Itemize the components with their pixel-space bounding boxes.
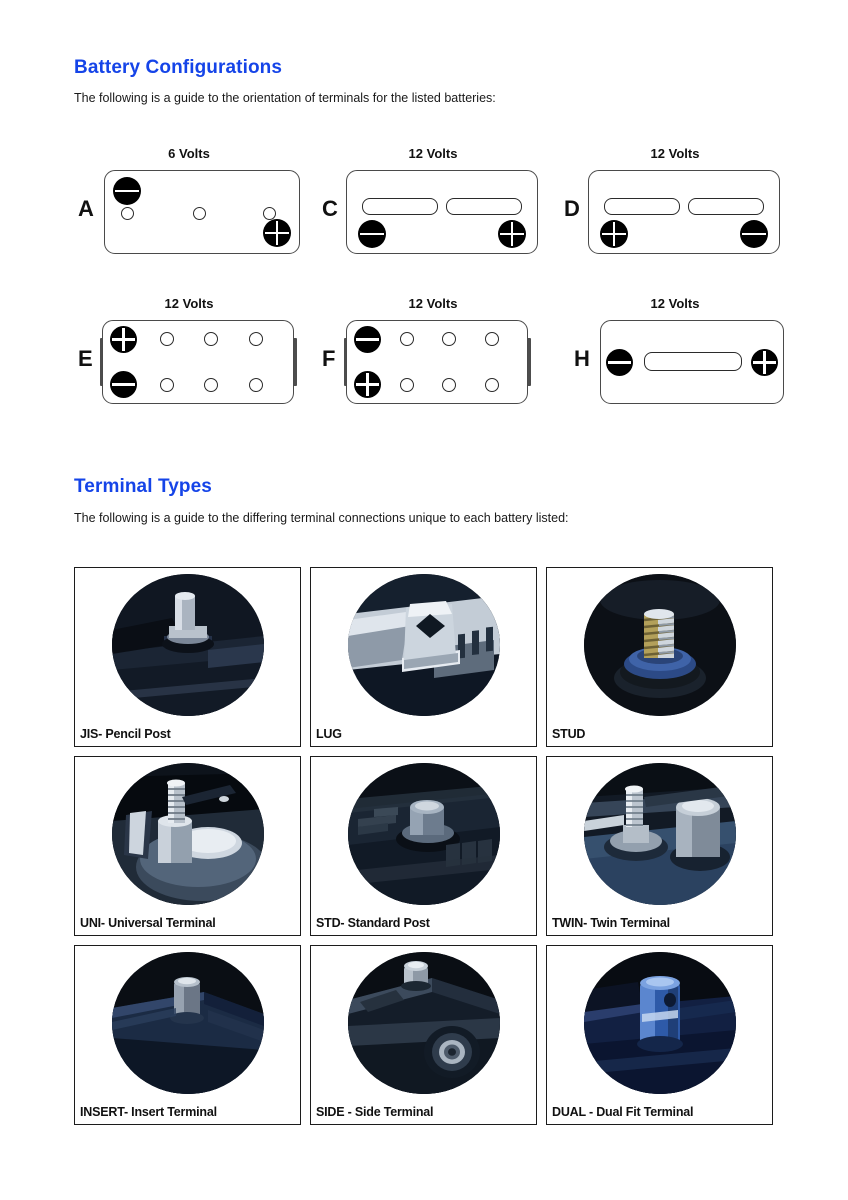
battery-h-letter: H [574,346,590,371]
stud-photo [584,574,736,716]
jis-pencil-post-photo [112,574,264,716]
terminal-type-cell-stud [546,567,773,747]
std-standard-post-illustration [348,763,500,905]
battery-d-volts: 12 Volts [650,146,700,161]
battery-f-vent-hole [485,378,499,392]
terminal-types-title: Terminal Types [74,476,212,497]
insert-terminal-photo [112,952,264,1094]
battery-e-vent-hole [204,378,218,392]
terminal-type-label: SIDE - Side Terminal [316,1105,434,1119]
terminal-type-label: DUAL - Dual Fit Terminal [552,1105,694,1119]
battery-diagram-a [74,146,304,266]
terminal-types-row [74,567,774,747]
battery-f-letter: F [322,346,336,371]
battery-diagram-f [318,296,548,416]
battery-diagram-c [318,146,548,266]
battery-e-vent-hole [204,332,218,346]
battery-f-terminal-positive [354,371,381,398]
battery-f-vent-hole [400,332,414,346]
terminal-types-grid [74,567,774,1134]
terminal-type-label: JIS- Pencil Post [80,727,171,741]
twin-terminal-photo [584,763,736,905]
terminal-type-label: TWIN- Twin Terminal [552,916,670,930]
battery-d-vent-slot [604,198,680,215]
battery-e-vent-hole [160,332,174,346]
battery-h-terminal-negative [606,349,633,376]
battery-e-terminal-negative [110,371,137,398]
battery-f-vent-hole [442,378,456,392]
battery-c-terminal-positive [498,220,526,248]
battery-d-case [588,170,780,254]
battery-e-terminal-positive [110,326,137,353]
battery-d-terminal-positive [600,220,628,248]
side-terminal-photo [348,952,500,1094]
dual-fit-terminal-photo [584,952,736,1094]
battery-f-vent-hole [485,332,499,346]
terminal-type-cell-std [310,756,537,936]
battery-a-vent-hole [193,207,206,220]
terminal-type-cell-insert [74,945,301,1125]
battery-c-vent-slot [362,198,438,215]
battery-h-case [600,320,784,404]
battery-e-volts: 12 Volts [164,296,214,311]
battery-c-volts: 12 Volts [408,146,458,161]
battery-f-volts: 12 Volts [408,296,458,311]
battery-a-case [104,170,300,254]
battery-e-vent-hole [249,332,263,346]
terminal-type-label: STD- Standard Post [316,916,430,930]
battery-diagram-e [74,296,304,416]
battery-a-volts: 6 Volts [168,146,210,161]
terminal-types-subtitle: The following is a guide to the differing terminal connections unique to each battery listed: [74,511,569,525]
terminal-type-cell-uni [74,756,301,936]
battery-e-letter: E [78,346,93,371]
terminal-type-label: LUG [316,727,342,741]
terminal-type-cell-twin [546,756,773,936]
battery-e-vent-hole [249,378,263,392]
battery-d-terminal-negative [740,220,768,248]
battery-d-vent-slot [688,198,764,215]
battery-c-vent-slot [446,198,522,215]
battery-a-vent-hole [121,207,134,220]
battery-c-case [346,170,538,254]
battery-a-terminal-negative [113,177,141,205]
battery-f-vent-hole [442,332,456,346]
terminal-type-cell-dual [546,945,773,1125]
battery-a-vent-hole [263,207,276,220]
uni-universal-terminal-photo [112,763,264,905]
terminal-type-cell-lug [310,567,537,747]
battery-c-letter: C [322,196,338,221]
battery-f-terminal-negative [354,326,381,353]
terminal-type-label: UNI- Universal Terminal [80,916,216,930]
side-terminal-illustration [348,952,500,1094]
battery-h-terminal-positive [751,349,778,376]
battery-e-case [102,320,294,404]
battery-h-volts: 12 Volts [650,296,700,311]
terminal-types-row [74,756,774,936]
stud-illustration [584,574,736,716]
battery-a-letter: A [78,196,94,221]
terminal-type-cell-jis [74,567,301,747]
battery-f-case [346,320,528,404]
battery-h-vent-slot [644,352,742,371]
battery-d-letter: D [564,196,580,221]
lug-photo [348,574,500,716]
terminal-type-cell-side [310,945,537,1125]
battery-a-terminal-positive [263,219,291,247]
battery-f-vent-hole [400,378,414,392]
battery-diagram-d [560,146,790,266]
std-standard-post-photo [348,763,500,905]
uni-universal-terminal-illustration [112,763,264,905]
twin-terminal-illustration [584,763,736,905]
lug-illustration [348,574,500,716]
jis-pencil-post-illustration [112,574,264,716]
dual-fit-terminal-illustration [584,952,736,1094]
terminal-type-label: STUD [552,727,586,741]
battery-e-vent-hole [160,378,174,392]
terminal-type-label: INSERT- Insert Terminal [80,1105,217,1119]
battery-configurations-title: Battery Configurations [74,57,283,78]
battery-diagram-h [560,296,790,416]
battery-configurations-subtitle: The following is a guide to the orientation of terminals for the listed batteries: [74,91,496,105]
insert-terminal-illustration [112,952,264,1094]
terminal-types-row [74,945,774,1125]
battery-c-terminal-negative [358,220,386,248]
